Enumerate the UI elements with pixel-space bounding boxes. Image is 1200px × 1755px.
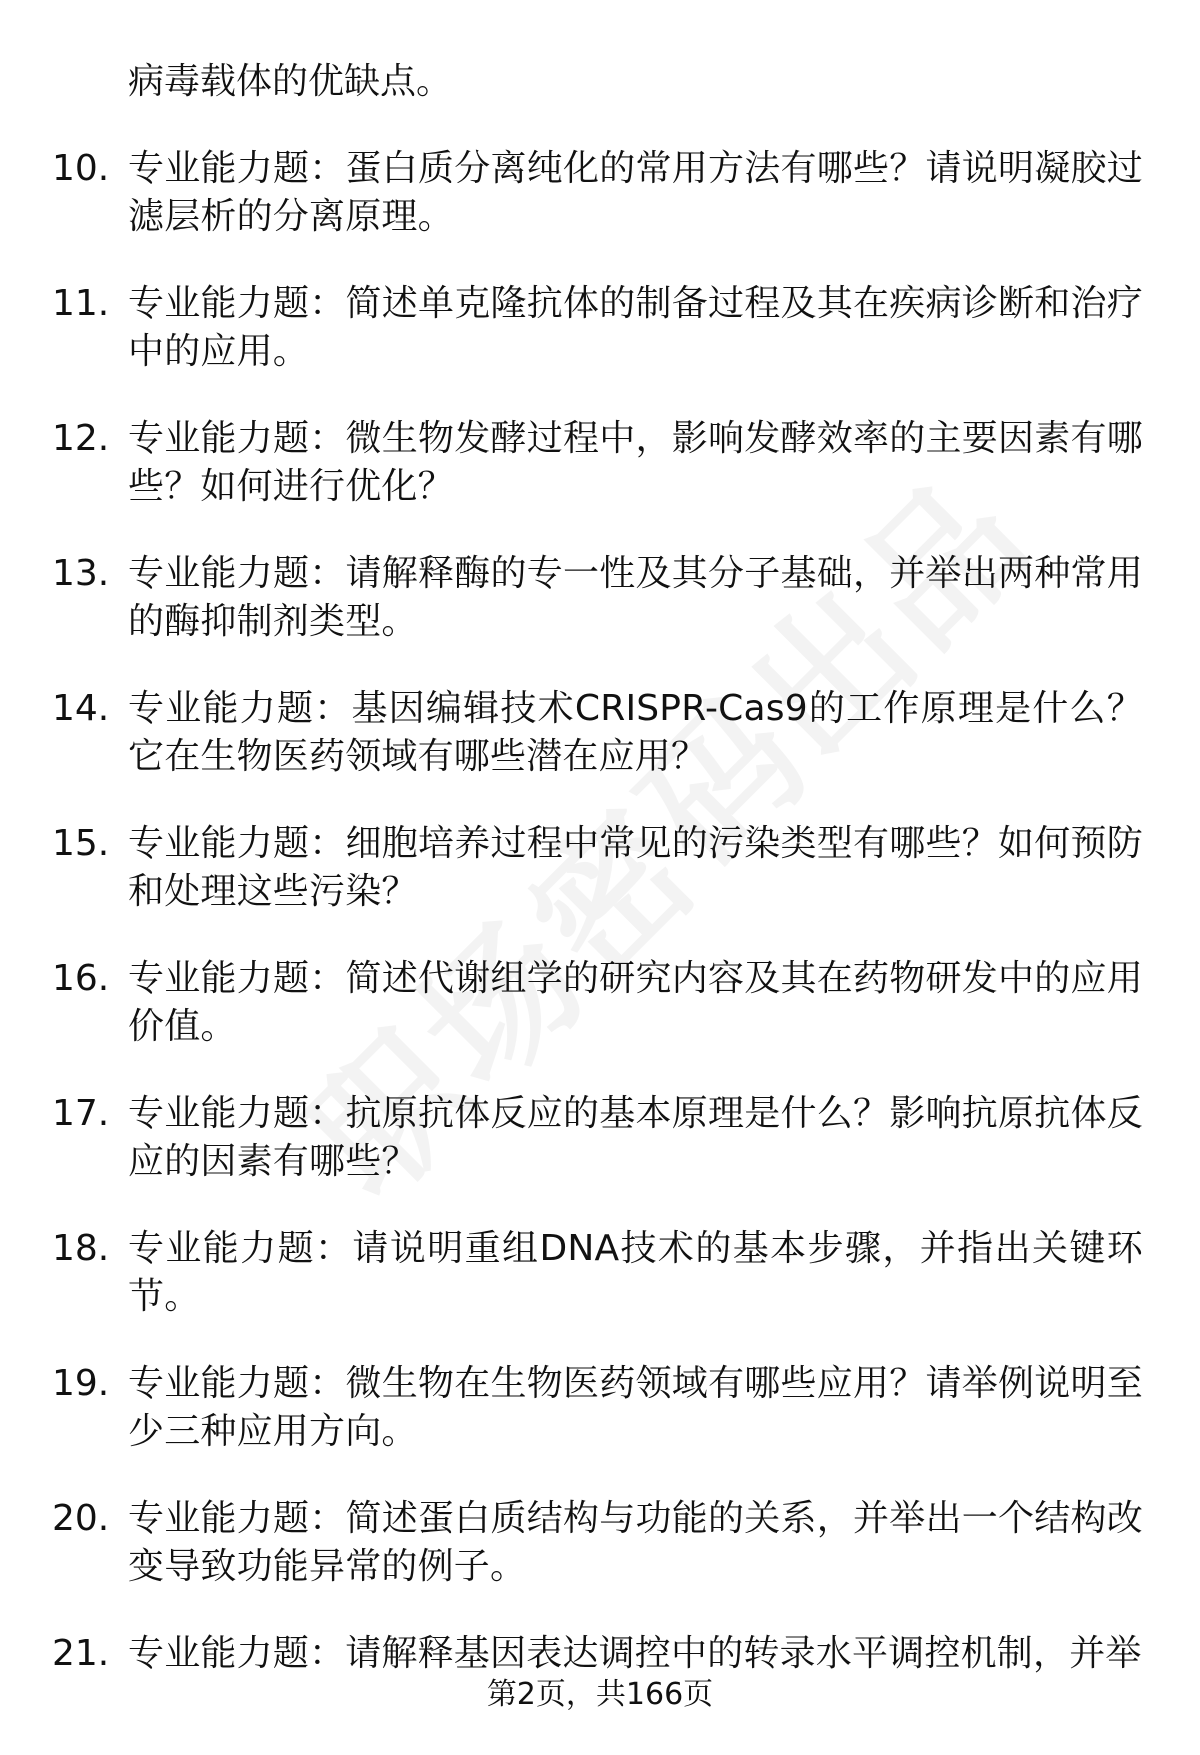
question-number: 21. bbox=[52, 1633, 110, 1674]
list-item bbox=[52, 280, 1152, 376]
question-number: 20. bbox=[52, 1498, 110, 1539]
question-text: 专业能力题：抗原抗体反应的基本原理是什么？影响抗原抗体反应的因素有哪些？ bbox=[128, 1093, 1143, 1182]
question-number: 15. bbox=[52, 823, 110, 864]
question-text: 专业能力题：请说明重组DNA技术的基本步骤，并指出关键环节。 bbox=[128, 1228, 1143, 1317]
list-item bbox=[52, 1090, 1152, 1186]
question-number: 14. bbox=[52, 688, 110, 729]
list-item bbox=[52, 145, 1152, 241]
question-text: 专业能力题：请解释酶的专一性及其分子基础，并举出两种常用的酶抑制剂类型。 bbox=[128, 553, 1143, 642]
page-content bbox=[52, 58, 1152, 1717]
list-item bbox=[52, 1225, 1152, 1321]
list-item bbox=[52, 550, 1152, 646]
question-number: 18. bbox=[52, 1228, 110, 1269]
question-text: 专业能力题：简述代谢组学的研究内容及其在药物研发中的应用价值。 bbox=[128, 958, 1143, 1047]
carryover-text: 病毒载体的优缺点。 bbox=[128, 61, 453, 102]
question-list bbox=[52, 145, 1152, 1678]
question-number: 12. bbox=[52, 418, 110, 459]
question-text: 专业能力题：简述蛋白质结构与功能的关系，并举出一个结构改变导致功能异常的例子。 bbox=[128, 1498, 1143, 1587]
question-text: 专业能力题：微生物在生物医药领域有哪些应用？请举例说明至少三种应用方向。 bbox=[128, 1363, 1143, 1452]
list-item bbox=[52, 955, 1152, 1051]
question-text: 专业能力题：请解释基因表达调控中的转录水平调控机制，并举 bbox=[128, 1633, 1142, 1674]
list-item bbox=[52, 820, 1152, 916]
question-text: 专业能力题：简述单克隆抗体的制备过程及其在疾病诊断和治疗中的应用。 bbox=[128, 283, 1143, 372]
question-text: 专业能力题：微生物发酵过程中，影响发酵效率的主要因素有哪些？如何进行优化？ bbox=[128, 418, 1143, 507]
question-number: 19. bbox=[52, 1363, 110, 1404]
page-footer: 第2页，共166页 bbox=[486, 1677, 714, 1712]
question-text: 专业能力题：细胞培养过程中常见的污染类型有哪些？如何预防和处理这些污染？ bbox=[128, 823, 1143, 912]
list-item bbox=[52, 1360, 1152, 1456]
list-item bbox=[52, 685, 1152, 781]
question-text: 专业能力题：蛋白质分离纯化的常用方法有哪些？请说明凝胶过滤层析的分离原理。 bbox=[128, 148, 1143, 237]
question-number: 17. bbox=[52, 1093, 110, 1134]
question-number: 13. bbox=[52, 553, 110, 594]
question-number: 16. bbox=[52, 958, 110, 999]
list-item bbox=[52, 1495, 1152, 1591]
question-number: 11. bbox=[52, 283, 110, 324]
question-text: 专业能力题：基因编辑技术CRISPR-Cas9的工作原理是什么？它在生物医药领域有哪些潜在应用？ bbox=[128, 688, 1143, 777]
list-item bbox=[52, 415, 1152, 511]
list-item bbox=[52, 1630, 1152, 1678]
question-number: 10. bbox=[52, 148, 110, 189]
